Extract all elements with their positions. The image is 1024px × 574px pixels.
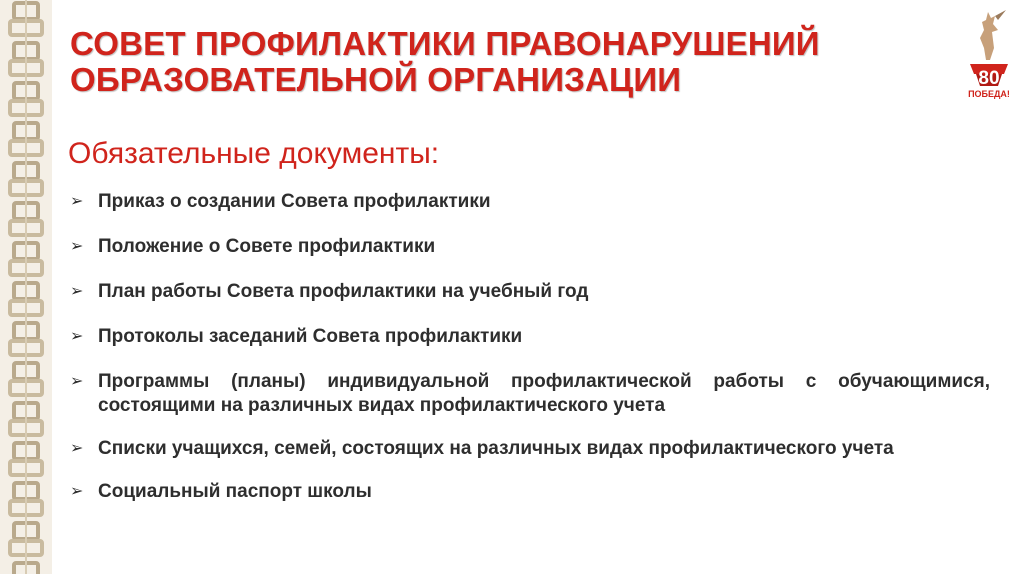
arrow-bullet-icon: ➢ bbox=[70, 193, 84, 210]
list-item-text: Протоколы заседаний Совета профилактики bbox=[98, 326, 523, 347]
arrow-bullet-icon: ➢ bbox=[70, 328, 84, 345]
section-heading: Обязательные документы: bbox=[68, 137, 440, 170]
arrow-bullet-icon: ➢ bbox=[70, 440, 84, 457]
list-item-text: Списки учащихся, семей, состоящих на различных видах профилактического учета bbox=[98, 438, 894, 459]
list-item bbox=[68, 437, 990, 461]
documents-list bbox=[68, 190, 990, 525]
slide-title-line-1: СОВЕТ ПРОФИЛАКТИКИ ПРАВОНАРУШЕНИЙ bbox=[70, 25, 820, 62]
arrow-bullet-icon: ➢ bbox=[70, 373, 84, 390]
decorative-chain-border bbox=[0, 0, 52, 574]
list-item-text: Приказ о создании Совета профилактики bbox=[98, 191, 491, 212]
victory-80-logo bbox=[962, 8, 1016, 100]
list-item-text: План работы Совета профилактики на учебный год bbox=[98, 281, 589, 302]
list-item-text: Положение о Совете профилактики bbox=[98, 236, 436, 257]
victory-monument-icon bbox=[962, 8, 1016, 100]
logo-number: 80 bbox=[978, 68, 1000, 89]
logo-caption: ПОБЕДА! bbox=[968, 89, 1010, 99]
list-item bbox=[68, 235, 990, 259]
arrow-bullet-icon: ➢ bbox=[70, 283, 84, 300]
chain-pattern-icon bbox=[0, 0, 52, 574]
list-item bbox=[68, 325, 990, 349]
list-item bbox=[68, 190, 990, 214]
list-item-text: Социальный паспорт школы bbox=[98, 481, 372, 502]
list-item-text: Программы (планы) индивидуальной профилактической работы с обучающимися, состоящими на различных видах профилактического учета bbox=[98, 371, 990, 416]
arrow-bullet-icon: ➢ bbox=[70, 238, 84, 255]
slide-title bbox=[70, 26, 890, 98]
list-item bbox=[68, 370, 990, 418]
arrow-bullet-icon: ➢ bbox=[70, 483, 84, 500]
list-item bbox=[68, 480, 990, 504]
slide-title-line-2: ОБРАЗОВАТЕЛЬНОЙ ОРГАНИЗАЦИИ bbox=[70, 61, 682, 98]
list-item bbox=[68, 280, 990, 304]
